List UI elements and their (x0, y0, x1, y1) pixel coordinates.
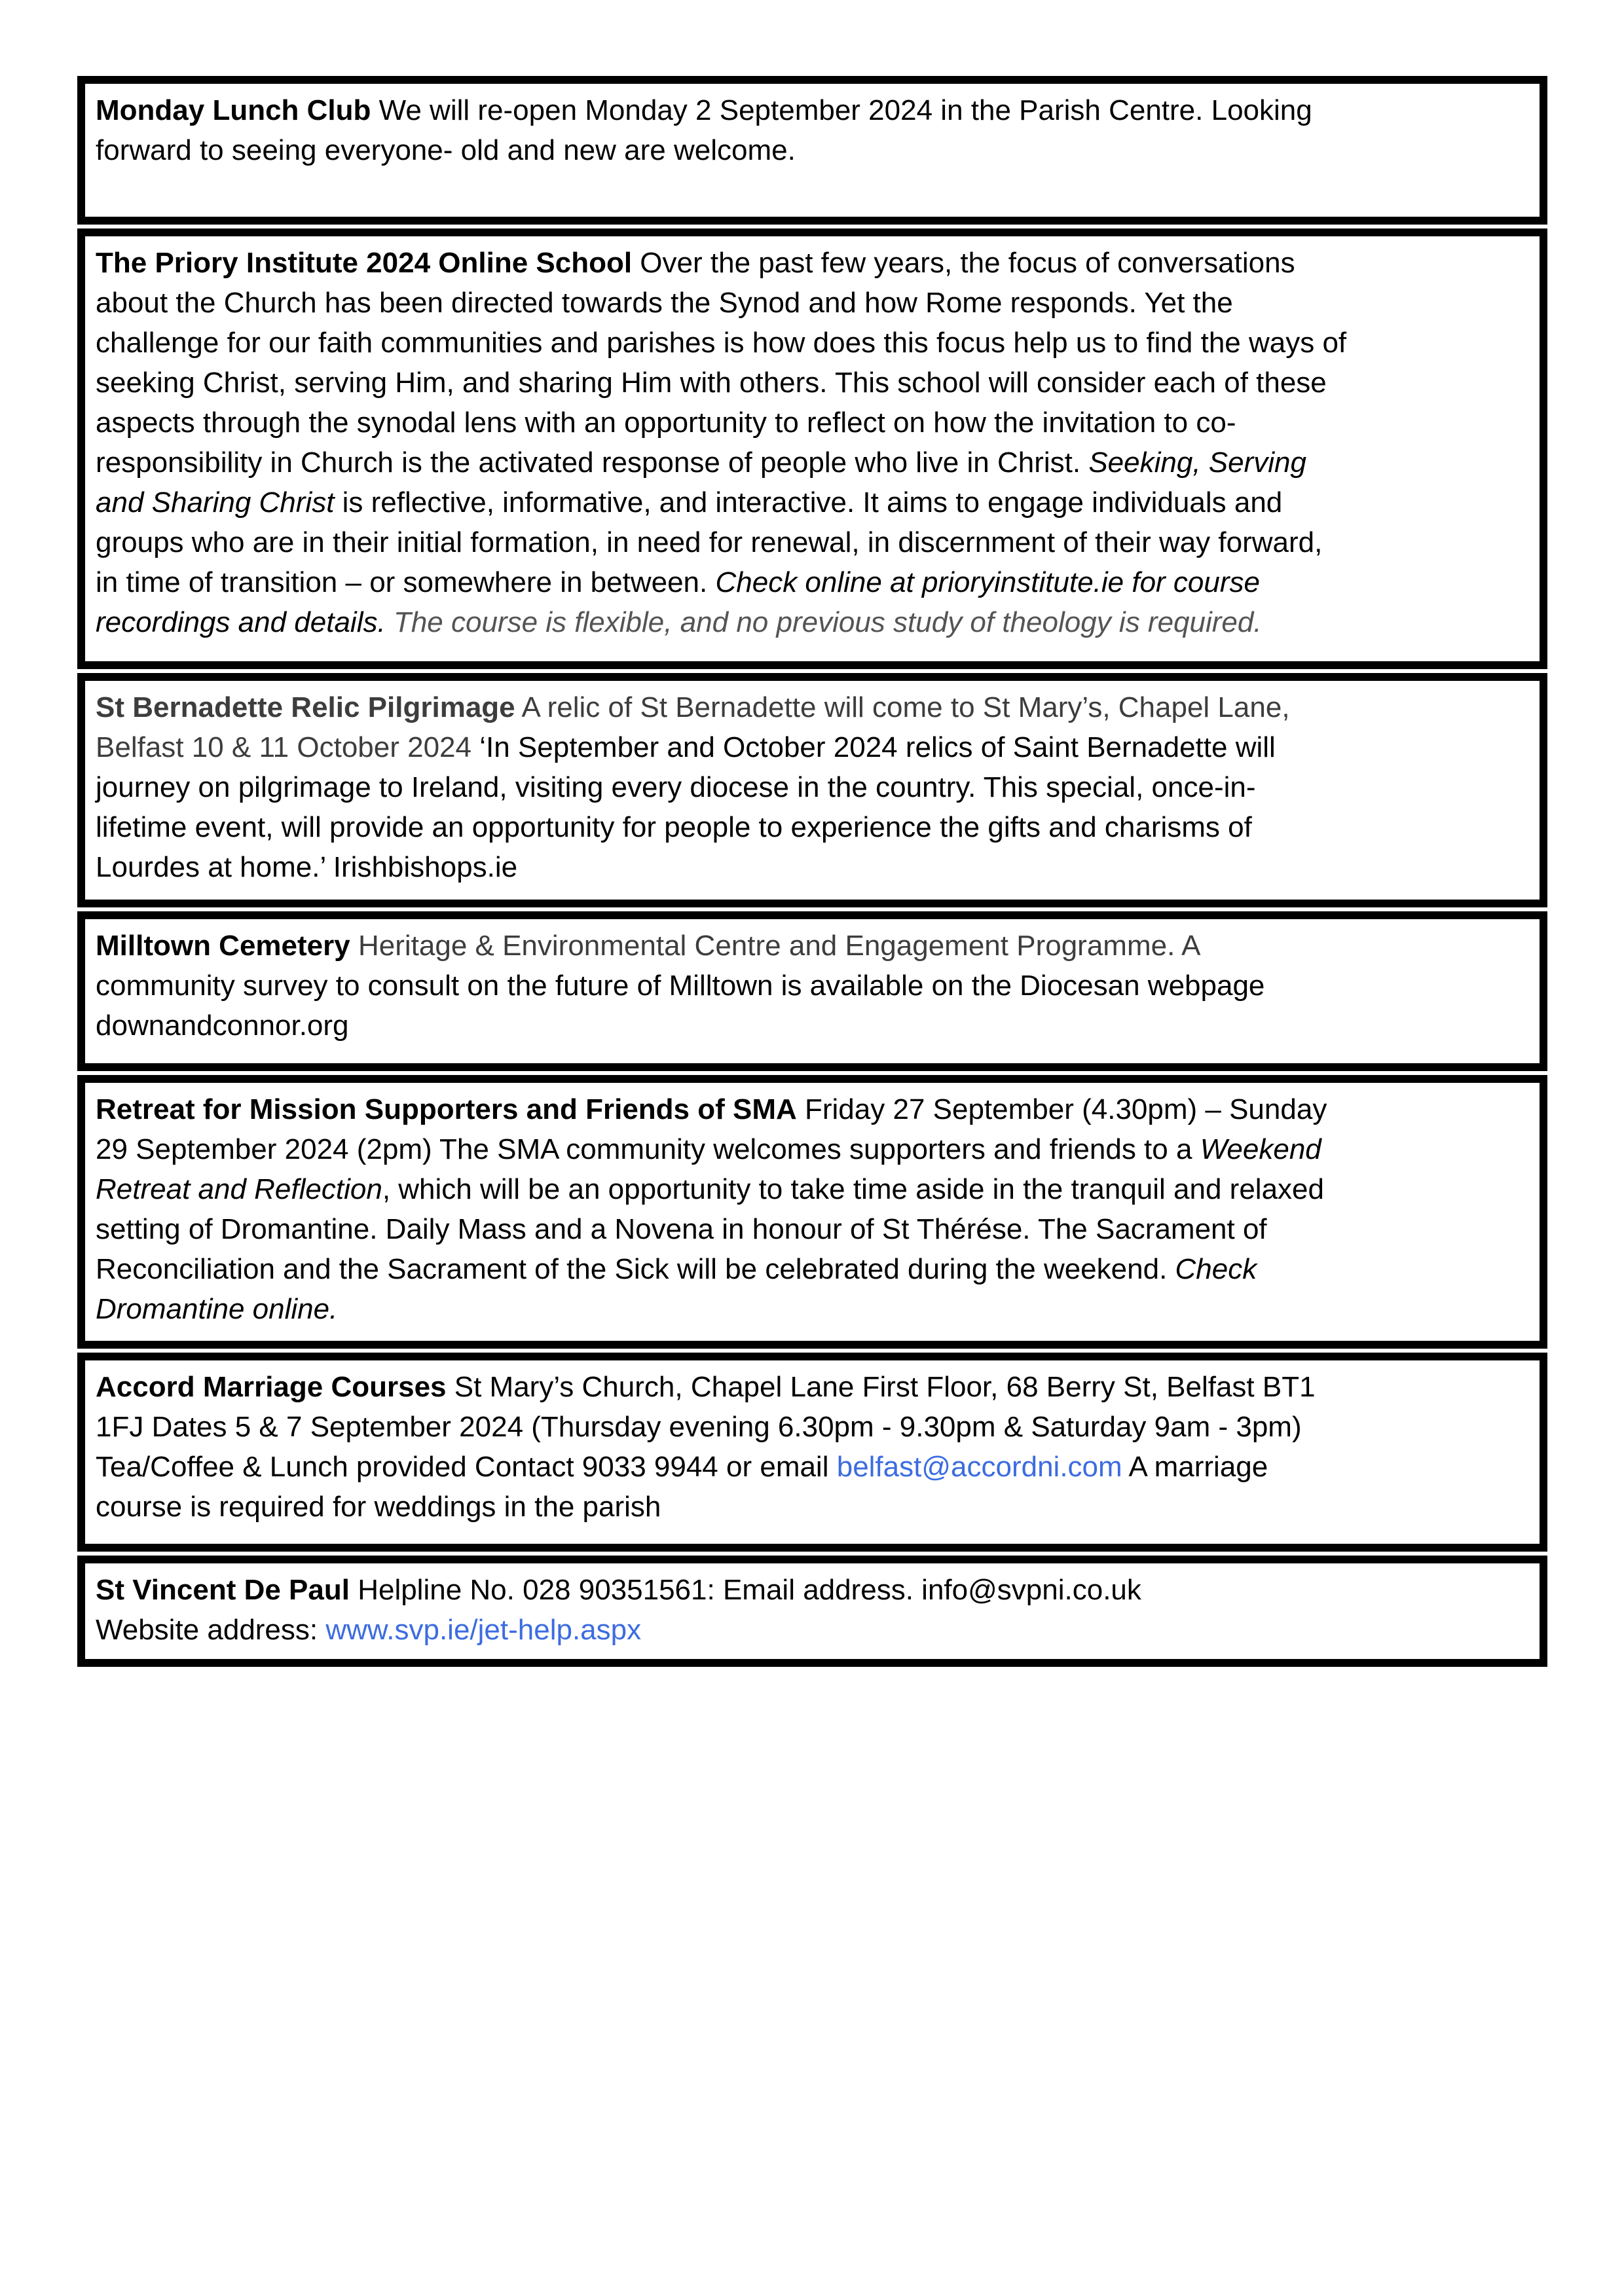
text-segment: St Mary’s Church, Chapel Lane First Floor, 68 Berry St, Belfast BT1 (446, 1371, 1316, 1403)
notice-text-line (96, 443, 1529, 483)
text-segment: Friday 27 September (4.30pm) – Sunday (796, 1093, 1327, 1125)
notice-title: Accord Marriage Courses (96, 1371, 447, 1403)
notice-text-line (96, 522, 1529, 562)
notice-title: The Priory Institute 2024 Online School (96, 247, 633, 279)
text-segment: course is required for weddings in the parish (96, 1491, 661, 1523)
notice-text-line (96, 1169, 1529, 1209)
text-segment: Retreat and Reflection (96, 1173, 382, 1205)
notice-text-line (96, 1407, 1529, 1447)
text-segment: Weekend (1200, 1133, 1321, 1165)
notice-title: Retreat for Mission Supporters and Friends of SMA (96, 1093, 797, 1125)
notice-text-line (96, 1610, 1529, 1650)
text-segment: Helpline No. 028 90351561: Email address. info@svpni.co.uk (349, 1574, 1141, 1606)
notice-box-bernadette (77, 673, 1547, 907)
text-segment: aspects through the synodal lens with an opportunity to reflect on how the invitation to co- (96, 407, 1236, 439)
notice-title: St Bernadette Relic Pilgrimage (96, 691, 515, 723)
notice-text-line (96, 847, 1529, 887)
text-segment: Over the past few years, the focus of conversations (632, 247, 1295, 279)
text-segment: challenge for our faith communities and parishes is how does this focus help us to find the ways of (96, 327, 1347, 359)
notice-text-line (96, 243, 1529, 283)
notice-text-line (96, 403, 1529, 443)
notice-text-line (96, 1249, 1529, 1289)
notice-text-line (96, 1447, 1529, 1487)
text-segment: responsibility in Church is the activated response of people who live in Christ. (96, 446, 1089, 479)
notice-text-line (96, 323, 1529, 363)
notice-text-line (96, 966, 1529, 1006)
text-segment: 29 September 2024 (2pm) The SMA community welcomes supporters and friends to a (96, 1133, 1200, 1165)
notice-box-milltown (77, 911, 1547, 1071)
notice-text-line (96, 363, 1529, 403)
text-segment: Check (1175, 1253, 1257, 1285)
text-segment: A marriage (1122, 1451, 1268, 1483)
notice-title: Monday Lunch Club (96, 94, 371, 126)
text-segment: journey on pilgrimage to Ireland, visiting every diocese in the country. This special, once-in- (96, 771, 1256, 803)
notice-text-line (96, 727, 1529, 767)
text-segment: We will re-open Monday 2 September 2024 in the Parish Centre. Looking (371, 94, 1312, 126)
notice-box-monday (77, 76, 1547, 225)
text-segment: downandconnor.org (96, 1010, 349, 1042)
text-segment: Website address: (96, 1614, 326, 1646)
text-segment: Reconciliation and the Sacrament of the Sick will be celebrated during the weekend. (96, 1253, 1175, 1285)
notice-box-accord (77, 1353, 1547, 1552)
text-segment: Lourdes at home.’ Irishbishops.ie (96, 851, 518, 883)
text-segment: forward to seeing everyone- old and new are welcome. (96, 134, 796, 166)
notice-text-line (96, 602, 1529, 642)
text-segment: groups who are in their initial formation, in need for renewal, in discernment of their way forward, (96, 526, 1323, 558)
text-segment: Check online at prioryinstitute.ie for course (715, 566, 1260, 598)
accord-email-link[interactable]: belfast@accordni.com (836, 1451, 1122, 1483)
text-segment: ‘In September and October 2024 relics of Saint Bernadette will (479, 731, 1276, 763)
notice-box-priory (77, 228, 1547, 669)
notice-text-line (96, 767, 1529, 807)
notice-box-svp (77, 1556, 1547, 1667)
newsletter-boxes (77, 76, 1547, 1671)
notice-text-line (96, 1006, 1529, 1046)
notice-text-line (96, 283, 1529, 323)
notice-text-line (96, 1487, 1529, 1527)
text-segment: A relic of St Bernadette will come to St Mary’s, Chapel Lane, (515, 691, 1290, 723)
notice-text-line (96, 1289, 1529, 1329)
notice-text-line (96, 1570, 1529, 1610)
notice-text-line (96, 483, 1529, 522)
text-segment: in time of transition – or somewhere in between. (96, 566, 716, 598)
notice-text-line (96, 130, 1529, 170)
notice-text-line (96, 807, 1529, 847)
text-segment: The course is flexible, and no previous study of theology is required. (385, 606, 1262, 638)
notice-text-line (96, 926, 1529, 966)
svp-website-link[interactable]: www.svp.ie/jet-help.aspx (325, 1614, 642, 1646)
text-segment: and Sharing Christ (96, 486, 335, 519)
text-segment: Dromantine online. (96, 1293, 338, 1325)
notice-title: St Vincent De Paul (96, 1574, 350, 1606)
text-segment: Tea/Coffee & Lunch provided Contact 9033 9944 or email (96, 1451, 837, 1483)
notice-box-sma (77, 1075, 1547, 1349)
text-segment: is reflective, informative, and interactive. It aims to engage individuals and (334, 486, 1283, 519)
text-segment: Heritage & Environmental Centre and Engagement Programme. A (350, 930, 1201, 962)
notice-text-line (96, 687, 1529, 727)
text-segment: Seeking, Serving (1088, 446, 1306, 479)
text-segment: recordings and details. (96, 606, 386, 638)
text-segment: seeking Christ, serving Him, and sharing Him with others. This school will consider each of these (96, 367, 1327, 399)
text-segment: , which will be an opportunity to take time aside in the tranquil and relaxed (382, 1173, 1324, 1205)
text-segment: about the Church has been directed towards the Synod and how Rome responds. Yet the (96, 287, 1233, 319)
text-segment: Belfast 10 & 11 October 2024 (96, 731, 480, 763)
notice-title: Milltown Cemetery (96, 930, 350, 962)
text-segment: 1FJ Dates 5 & 7 September 2024 (Thursday evening 6.30pm - 9.30pm & Saturday 9am - 3pm) (96, 1411, 1302, 1443)
notice-text-line (96, 562, 1529, 602)
notice-text-line (96, 1129, 1529, 1169)
text-segment: setting of Dromantine. Daily Mass and a Novena in honour of St Thérése. The Sacrament of (96, 1213, 1267, 1245)
notice-text-line (96, 90, 1529, 130)
notice-text-line (96, 1367, 1529, 1407)
text-segment: community survey to consult on the future of Milltown is available on the Diocesan webpage (96, 970, 1265, 1002)
text-segment: lifetime event, will provide an opportunity for people to experience the gifts and charisms of (96, 811, 1252, 843)
notice-text-line (96, 1089, 1529, 1129)
notice-text-line (96, 1209, 1529, 1249)
